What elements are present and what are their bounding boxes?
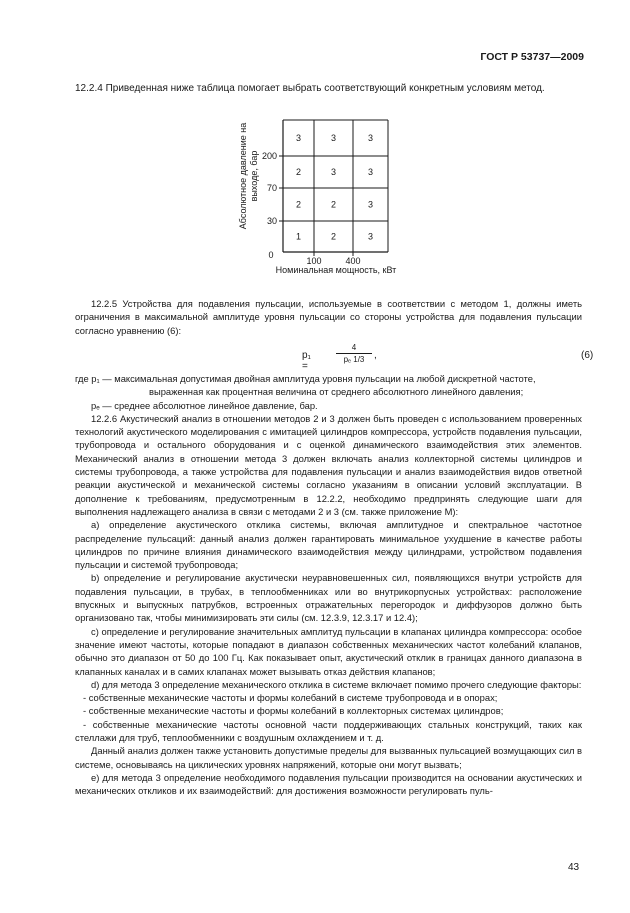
cell-r0-c2: 3 <box>367 133 374 143</box>
item-d-factor-2: - собственные механические частоты и формы колебаний в коллекторных системах цилиндров; <box>83 705 504 717</box>
cell-r1-c0: 2 <box>295 167 302 177</box>
cell-r0-c0: 3 <box>295 133 302 143</box>
cell-r3-c0: 1 <box>295 231 302 242</box>
item-d: d) для метода 3 определение механического отклика в системе включает помимо прочего следующие факторы: <box>91 678 582 690</box>
analysis-paragraph: Данный анализ должен также установить допустимые пределы для вызванных пульсацией возмущающих сил в системе, основываясь на циклических уровнях напряжений, которые они могут вызвать; <box>75 745 582 770</box>
equation-number: (6) <box>581 350 594 361</box>
page-number: 43 <box>568 862 580 873</box>
item-d-factor-1: - собственные механические частоты и формы колебаний в системе трубопровода и в опорах; <box>83 692 498 704</box>
y-axis-label-line-1: Абсолютное давление на <box>238 122 248 230</box>
item-b: b) определение и регулирование акустически неуравновешенных сил, появляющихся внутри устройств для подавления пульсации, в трубах, в теплообменниках или во внутрикорпусных устройствах: расположение впускных и выпускных патрубков, встроенных отражательных перегородок и диффузоров должно быть организовано так, чтобы минимизировать эти силы (см. 12.3.9, 12.3.17 и 12.4); <box>75 572 582 624</box>
cell-r0-c1: 3 <box>330 133 337 143</box>
paragraph-12-2-5: 12.2.5 Устройства для подавления пульсации, используемые в соответствии с методом 1, должны иметь ограничения в максимальной амплитуде уровня пульсации со стороны устройства для подавления пульсации согласно уравнению (6): <box>75 298 582 336</box>
cell-r2-c2: 3 <box>367 199 374 210</box>
cell-r1-c1: 3 <box>330 167 337 177</box>
formula-numerator: 4 <box>336 343 372 354</box>
intro-paragraph: 12.2.4 Приведенная ниже таблица помогает выбрать соответствующий конкретным условиям метод. <box>75 83 545 94</box>
document-header: ГОСТ Р 53737—2009 <box>480 51 584 63</box>
cell-r3-c1: 2 <box>330 231 337 242</box>
cell-r2-c1: 2 <box>330 199 337 210</box>
x-tick-label-400: 400 <box>345 256 361 266</box>
formula-denominator: pₑ 1/3 <box>343 355 365 364</box>
item-c: c) определение и регулирование значительных амплитуд пульсации в клапанах цилиндра компрессора: особое значение имеют частоты, которые попадают в диапазон собственных механических частот колебаний клапанов, обычно это диапазон от 50 до 100 Гц. Как показывает опыт, акустический отклик в границах данного диапазона в клапанных каналах и в самих клапанах может вызывать отказ действия клапанов; <box>75 625 582 677</box>
cell-r3-c2: 3 <box>367 231 374 242</box>
paragraph-12-2-6: 12.2.6 Акустический анализ в отношении методов 2 и 3 должен быть проведен с использованием проверенных технологий акустического моделирования с имитацией цилиндров компрессора, устройств подавления пульсации, трубопровода и остального оборудования и с оценкой динамического взаимодействия этих элементов. Механический анализ в отношении метода 3 должен включать анализ коллекторной системы цилиндров и системы трубопровода, а также устройства для подавления пульсации и анализ взаимодействия видов ответной реакции акустической и механической системы согласно указаниям в описании условий эксплуатации. В дополнение к требованиям, предусмотренным в 12.2.2, необходимо предпринять следующие шаги для выполнения надлежащего анализа в связи с методами 2 и 3 (см. также приложение М): <box>75 412 582 517</box>
item-d-factor-3: - собственные механические частоты основной части поддерживающих стальных конструкций, таких как стеллажи для труб, теплообменники с воздушным охлаждением и т. д. <box>75 718 582 744</box>
where-line-1: где p₁ — максимальная допустимая двойная амплитуда уровня пульсации на любой дискретной частоте, <box>75 373 536 384</box>
where-line-2: выраженная как процентная величина от среднего абсолютного линейного давления; <box>149 386 524 398</box>
cell-r1-c2: 3 <box>367 167 374 177</box>
cell-r2-c0: 2 <box>295 199 302 210</box>
x-axis-label: Номинальная мощность, кВт <box>275 265 397 275</box>
origin-label: 0 <box>268 250 274 260</box>
y-axis-label-line-2: выходе, бар <box>249 150 259 202</box>
formula-tail: , <box>374 350 377 361</box>
item-a: а) определение акустического отклика системы, включая амплитудное и спектральное частотное распределение пульсаций: данный анализ должен гарантировать минимальное ухудшение в качестве работы цилиндров по причине влияния динамического взаимодействия между цилиндрами, устройством подавления пульсации и системой трубопровода; <box>75 519 582 571</box>
formula-lhs: p₁ = <box>302 350 311 372</box>
y-tick-label-70: 70 <box>266 183 277 193</box>
y-tick-label-200: 200 <box>261 151 277 161</box>
item-e: е) для метода 3 определение необходимого подавления пульсации производится на основании акустических и механических откликов и их взаимодействий: для достижения возможности регулировать пуль- <box>75 771 582 797</box>
y-tick-label-30: 30 <box>266 216 277 226</box>
where-line-3: pₑ — среднее абсолютное линейное давление, бар. <box>91 399 318 411</box>
formula-fraction <box>336 343 372 365</box>
x-tick-label-100: 100 <box>306 256 322 266</box>
